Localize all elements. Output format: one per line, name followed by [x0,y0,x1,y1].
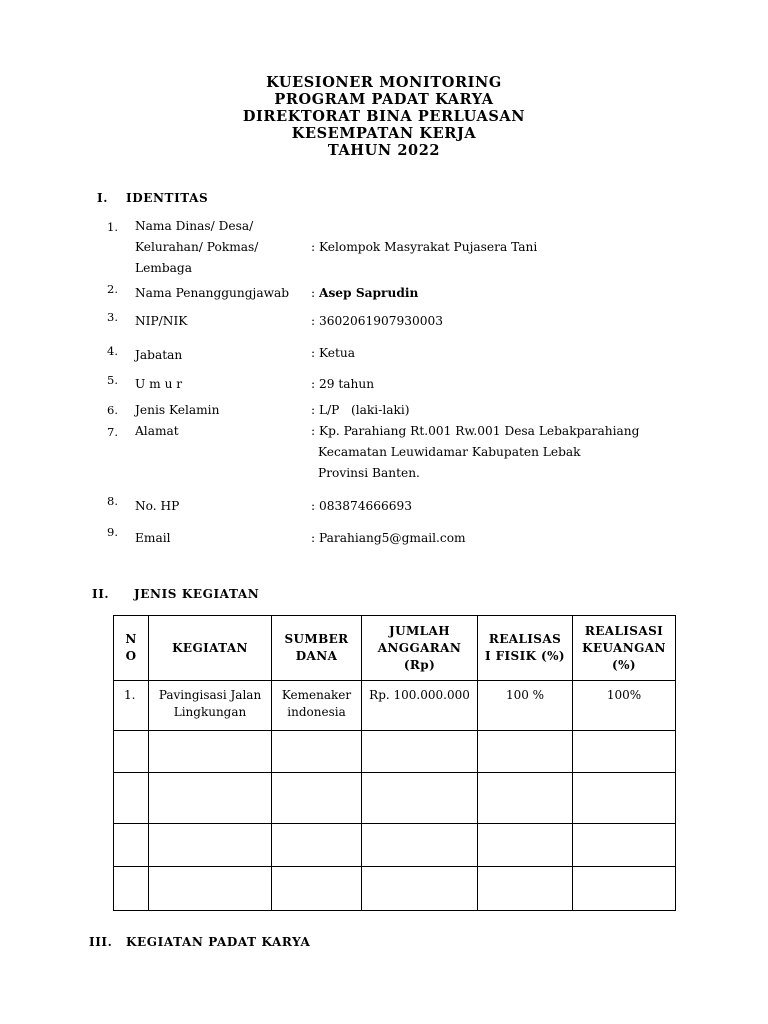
field-6-value: : L/P (laki-laki) [311,403,410,417]
header-jumlah-anggaran [362,616,478,681]
empty-cell [478,824,573,867]
empty-cell [114,773,149,824]
header-realisasi-fisik [478,616,573,681]
header-keu-line-2: KEUANGAN [582,640,666,655]
empty-cell [478,731,573,773]
field-2-number: 2. [107,282,118,296]
header-kegiatan: KEGIATAN [149,616,272,681]
field-2-value-row [311,286,418,300]
header-jumlah-line-3: (Rp) [403,657,436,672]
empty-cell [149,773,272,824]
section-title: JENIS KEGIATAN [134,587,260,601]
field-8-label: No. HP [135,499,180,513]
cell-no: 1. [114,681,149,731]
empty-cell [362,773,478,824]
field-7-value-line-3: Provinsi Banten. [318,466,420,480]
field-7-value-line-1: : Kp. Parahiang Rt.001 Rw.001 Desa Lebakparahiang [311,424,640,438]
field-8-value: : 083874666693 [311,499,413,513]
empty-cell [149,867,272,911]
section-number: II. [92,587,110,601]
empty-cell [149,824,272,867]
field-2-value: Asep Saprudin [318,286,419,300]
cell-realisasi-fisik: 100 % [478,681,573,731]
field-5-value: : 29 tahun [311,377,375,391]
field-5-label: U m u r [135,377,183,391]
field-2-label: Nama Penanggungjawab [135,286,290,300]
field-1-label-line-3: Lembaga [135,261,192,275]
header-no [114,616,149,681]
cell-sumber-dana [272,681,362,731]
table-row [114,681,676,731]
title-line-5: TAHUN 2022 [327,142,441,159]
section-title: IDENTITAS [126,191,209,205]
field-9-value: : Parahiang5@gmail.com [311,531,466,545]
empty-cell [114,824,149,867]
empty-cell [478,773,573,824]
header-jumlah-line-2: ANGGARAN [377,640,462,655]
cell-sumber-line-1: Kemenaker [281,688,352,702]
empty-cell [573,824,676,867]
title-line-2: PROGRAM PADAT KARYA [274,91,494,108]
title-line-1: KUESIONER MONITORING [266,74,502,91]
field-9-number: 9. [107,525,118,539]
cell-kegiatan-line-2: Lingkungan [173,705,247,719]
empty-cell [272,731,362,773]
empty-cell [362,824,478,867]
empty-cell [362,731,478,773]
header-keu-line-1: REALISASI [584,623,664,638]
header-jumlah-line-1: JUMLAH [389,623,450,638]
field-6-label: Jenis Kelamin [135,403,220,417]
empty-cell [272,867,362,911]
section-title: KEGIATAN PADAT KARYA [126,935,311,949]
field-1-label-line-2: Kelurahan/ Pokmas/ [135,240,259,254]
field-8-number: 8. [107,494,118,508]
field-7-number: 7. [107,425,118,439]
field-7-label: Alamat [135,424,179,438]
cell-kegiatan-line-1: Pavingisasi Jalan [158,688,262,702]
header-fisik-line-2: I FISIK (%) [485,649,565,663]
field-5-number: 5. [107,373,118,387]
header-sumber-line-2: DANA [295,649,338,663]
header-sumber-line-1: SUMBER [284,632,349,646]
field-2-colon: : [311,286,319,300]
title-line-4: KESEMPATAN KERJA [291,125,477,142]
empty-cell [573,731,676,773]
field-1-number: 1. [107,220,118,234]
field-1-label-line-1: Nama Dinas/ Desa/ [135,219,254,233]
header-sumber-dana [272,616,362,681]
empty-cell [478,867,573,911]
empty-cell [272,773,362,824]
table-header-row [114,616,676,681]
cell-kegiatan [149,681,272,731]
header-realisasi-keuangan [573,616,676,681]
table-row-empty [114,773,676,824]
empty-cell [114,731,149,773]
field-4-value: : Ketua [311,346,355,360]
table-row-empty [114,731,676,773]
field-6-number: 6. [107,403,118,417]
field-3-value: : 3602061907930003 [311,314,444,328]
section-number: III. [89,935,113,949]
empty-cell [114,867,149,911]
header-keu-line-3: (%) [612,657,636,672]
empty-cell [362,867,478,911]
empty-cell [149,731,272,773]
header-fisik-line-1: REALISAS [488,632,562,646]
table-row-empty [114,824,676,867]
field-4-label: Jabatan [135,348,183,362]
field-1-value: : Kelompok Masyrakat Pujasera Tani [311,240,538,254]
cell-jumlah-anggaran: Rp. 100.000.000 [362,681,478,731]
header-no-line-2: O [125,649,137,663]
cell-sumber-line-2: indonesia [287,705,346,719]
cell-realisasi-keuangan: 100% [573,681,676,731]
field-3-label: NIP/NIK [135,314,188,328]
empty-cell [573,867,676,911]
field-9-label: Email [135,531,171,545]
empty-cell [272,824,362,867]
field-3-number: 3. [107,310,118,324]
field-7-value-line-2: Kecamatan Leuwidamar Kabupaten Lebak [318,445,581,459]
section-number: I. [97,191,108,205]
field-4-number: 4. [107,344,118,358]
table-row-empty [114,867,676,911]
title-line-3: DIREKTORAT BINA PERLUASAN [242,108,526,125]
header-no-line-1: N [125,632,137,646]
activity-table [113,615,676,911]
empty-cell [573,773,676,824]
